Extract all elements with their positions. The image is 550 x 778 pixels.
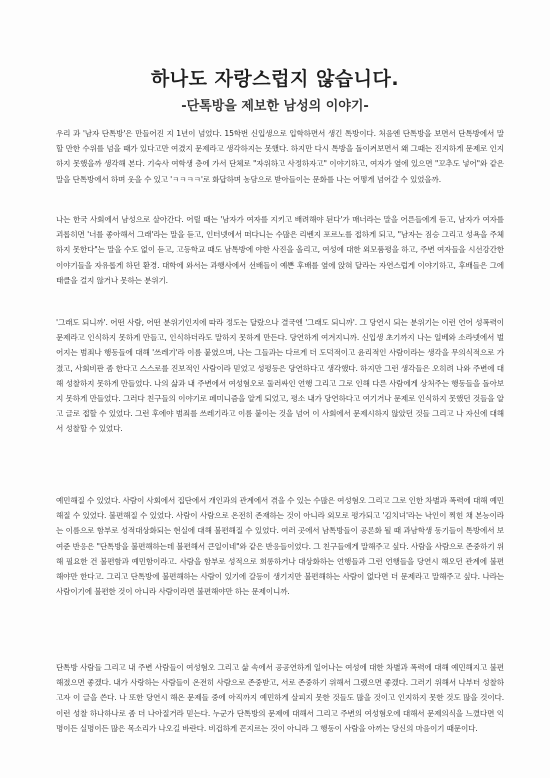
document-subtitle: -단톡방을 제보한 남성의 이야기- <box>181 99 369 114</box>
paragraph-1: 우리 과 '남자 단톡방'은 만들어진 지 1년이 넘었다. 15학번 신입생으로 입학하면서 생긴 톡방이다. 처음엔 단톡방을 보면서 단톡방에서 말할 만한 수위를 넘을 때가 있다고만 여겼지 문제라고 생각하지는 못했다. 하지만 다시 톡방을 돌이켜보면서 왜 그때는 진지하게 문제로 인지하지 못했을까 생각해 본다. 기숙사 여학생 층에 가서 단체로 "자위하고 사정하자고" 이야기하고, 여자가 옆에 있으면 "꼬추도 넣어"와 같은 말을 단톡방에서 하며 웃을 수 있고 'ㅋㅋㅋㅋ'로 화답하며 농담으로 받아들이는 문화를 나는 어떻게 넘어갈 수 있었을까. <box>56 129 504 184</box>
document-title: 하나도 자랑스럽지 않습니다. <box>150 68 400 90</box>
paragraph-4: 예민해질 수 있었다. 사람이 사회에서 집단에서 개인과의 관계에서 겪을 수 있는 수많은 여성혐오 그리고 그로 인한 차별과 폭력에 대해 예민해질 수 있었다. 불편해질 수 있었다. 사람이 사람으로 온전히 존재하는 것이 아니라 외모로 평가되고 '김치녀'라는 낙인이 찍힌 채 본능이라는 이름으로 함부로 성적대상화되는 현실에 대해 불편해질 수 있었다. 여러 곳에서 남톡방들이 공론화 될 때 과남학생 동기들이 톡방에서 보여준 반응은 "단톡방을 불편해하는데 불편해서 큰일이네"와 같은 반응들이었다. 그 친구들에게 말해주고 싶다. 사람을 사람으로 존중하기 위해 필요한 건 불편함과 예민함이라고. 사람을 함부로 성적으로 희롱하거나 대상화하는 언행들과 그런 언행들을 당연시 해오던 관계에 불편해야만 한다고. 그리고 단톡방에 불편해하는 사람이 있기에 갈등이 생기지만 불편해하는 사람이 없다면 더 문제라고 말해주고 싶다. 나라는 사람이기에 불편한 것이 아니라 사람이라면 불편해야만 하는 문제이니까. <box>56 496 504 597</box>
paragraph-3: '그래도 되니까'. 어떤 사람, 어떤 분위기인지에 따라 정도는 달랐으나 결국엔 '그래도 되니까'. 그 당연시 되는 분위기는 이런 언어 성폭력이 문제라고 인식하지 못하게 만들고, 인식하더라도 말하지 못하게 만든다. 당연하게 여겨지니까. 신입생 초기까지 나는 일베와 소라넷에서 벌어지는 범죄나 행동들에 대해 '쓰레기'라 이름 붙였으며, 나는 그들과는 다르게 더 도덕적이고 윤리적인 사람이라는 생각을 무의식적으로 가졌고, 사회비판 좀 한다고 스스로를 진보적인 사람이라 믿었고 성평등은 당연하다고 생각했다. 하지만 그런 생각들은 오히려 나와 주변에 대해 성찰하지 못하게 만들었다. 나의 삶과 내 주변에서 여성혐오로 둘러싸인 언행 그리고 그로 인해 다른 사람에게 상처주는 행동들을 돌아보지 못하게 만들었다. 그러다 친구들의 이야기로 페미니즘을 알게 되었고, 평소 내가 당연하다고 여기거나 문제로 인식하지 못했던 것들을 알고 글로 접할 수 있었다. 그런 후에야 범죄를 쓰레기라고 이름 붙이는 것을 넘어 이 사회에서 문제시하지 않았던 것들 그리고 나 자신에 대해서 성찰할 수 있었다. <box>56 318 504 434</box>
paragraph-2: 나는 한국 사회에서 남성으로 살아간다. 어릴 때는 '남자가 여자를 지키고 배려해야 된다'가 매너라는 말을 어른들에게 듣고, 남자가 여자를 괴롭히면 '너를 좋아해서 그래'라는 말을 듣고, 인터넷에서 떠다니는 수많은 리벤지 포르노를 접하게 되고, "남자는 짐승 그리고 성욕을 주체하지 못한다"는 말을 수도 없이 듣고, 고등학교 때도 남톡방에 야한 사진을 올리고, 여성에 대한 외모품평을 하고, 주변 여자들을 시선강간한 이야기들을 자유롭게 하던 환경. 대학에 와서는 과행사에서 선배들이 예쁜 후배를 옆에 앉혀 달라는 자연스럽게 이야기하고, 후배들은 그에 태클을 걸지 않거나 못하는 분위기. <box>56 215 504 285</box>
paragraph-5: 단톡방 사람들 그리고 내 주변 사람들이 여성혐오 그리고 삶 속에서 공공연하게 일어나는 여성에 대한 차별과 폭력에 대해 예민해지고 불편해졌으면 좋겠다. 내가 사랑하는 사람들이 온전히 사람으로 존중받고, 서로 존중하기 위해서 그랬으면 좋겠다. 그러기 위해서 나부터 성찰하고자 이 글을 쓴다. 나 또한 당연시 해온 문제들 중에 아직까지 예민하게 살피지 못한 것들도 많을 것이고 인지하지 못한 것도 많을 것이다. 이런 성찰 하나하나로 좀 더 나아질거라 믿는다. 누군가 단톡방의 문제에 대해서 그리고 주변의 여성혐오에 대해서 문제의식을 느꼈다면 익명이든 실명이든 많은 목소리가 나오길 바란다. 비겁하게 꼰지르는 것이 아니라 그 행동이 사람을 아끼는 당신의 마음이기 때문이다. <box>56 663 504 733</box>
